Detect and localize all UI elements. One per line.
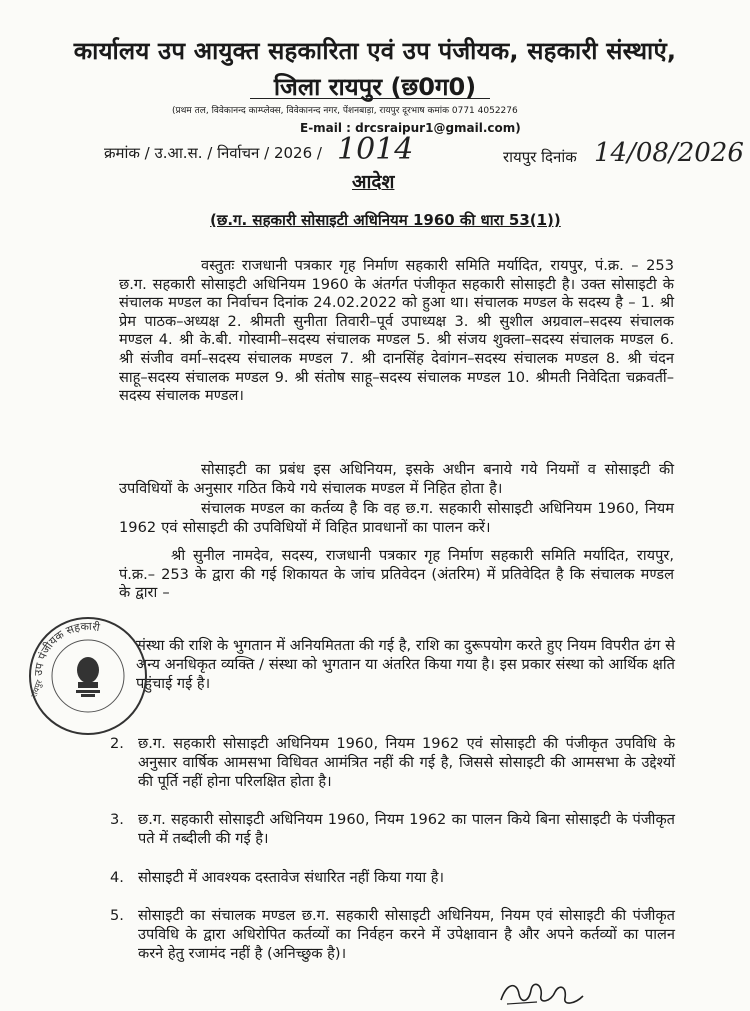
paragraph-3: संचालक मण्डल का कर्तव्य है कि वह छ.ग. सहकारी सोसाइटी अधिनियम 1960, नियम 1962 एवं सोसाइटी की उपविधियों में विहित प्रावधानों का पालन करें। [119,500,674,536]
date-value: 14/08/2026 [594,138,744,168]
office-title-line2: जिला रायपुर (छ0ग0) [273,73,477,101]
reference-label: क्रमांक / उ.आ.स. / निर्वाचन / 2026 / [104,144,322,162]
list-item [110,810,675,848]
list-item [110,906,675,963]
header-underline [250,98,490,99]
date-label: रायपुर दिनांक [503,148,577,166]
paragraph-2: सोसाइटी का प्रबंध इस अधिनियम, इसके अधीन बनाये गये नियमों व सोसाइटी की उपविधियों के अनुसार गठित किये गये संचालक मण्डल में निहित होता है। [119,461,674,497]
list-item-text: सोसाइटी का संचालक मण्डल छ.ग. सहकारी सोसाइटी अधिनियम, नियम एवं सोसाइटी की पंजीकृत उपविधि के द्वारा अधिरोपित कर्तव्यों का निर्वहन करने में उपेक्षावान है और अपने कर्तव्यों का पालन करने हेतु रजामंद नहीं है (अनिच्छुक है)। [138,907,675,962]
list-item-number: 4. [110,869,124,886]
office-address: (प्रथम तल, विवेकानन्द काम्प्लेक्स, विवेकानन्द नगर, पेंशनबाड़ा, रायपुर दूरभाष कमांक 0771 4052276 [172,106,518,116]
list-item [110,868,675,887]
list-item-number: 5. [110,907,124,924]
list-item-text: सोसाइटी में आवश्यक दस्तावेज संधारित नहीं किया गया है। [138,869,445,886]
list-item-text: छ.ग. सहकारी सोसाइटी अधिनियम 1960, नियम 1962 एवं सोसाइटी की पंजीकृत उपविधि के अनुसार वार्षिक आमसभा विधिवत आमंत्रित नहीं की गई है, जिससे सोसाइटी की आमसभा के उद्देश्यों की पूर्ति नहीं होना परिलक्षित होता है। [138,735,675,790]
list-item-text: संस्था की राशि के भुगतान में अनियमितता की गई है, राशि का दुरूपयोग करते हुए नियम विपरीत ढंग से अन्य अनधिकृत व्यक्ति / संस्था को भुगतान या अंतरित किया गया है। इस प्रकार संस्था को आर्थिक क्षति पहुंचाई गई है। [136,637,675,692]
list-item [110,734,675,791]
seal-outer-text: उप पंजीयक सहकारी [31,619,101,677]
list-item-text: छ.ग. सहकारी सोसाइटी अधिनियम 1960, नियम 1962 का पालन किये बिना सोसाइटी के पंजीकृत पते में तब्दीली की गई है। [138,811,675,847]
paragraph-4: श्री सुनील नामदेव, सदस्य, राजधानी पत्रकार गृह निर्माण सहकारी समिति मर्यादित, रायपुर, पं.क्र.– 253 के द्वारा की गई शिकायत के जांच प्रतिवेदन (अंतरिम) में प्रतिवेदित है कि संचालक मण्डल के द्वारा – [119,547,674,602]
office-seal [24,612,152,740]
list-item-number: 3. [110,811,124,828]
signature [497,978,587,1008]
order-title: आदेश [352,171,395,193]
office-title-line1: कार्यालय उप आयुक्त सहकारिता एवं उप पंजीयक, सहकारी संस्थाएं, [73,37,677,65]
emblem-icon [76,657,100,697]
reference-number: 1014 [337,132,414,167]
seal-side-text: रायपुर [29,678,44,699]
order-subject: (छ.ग. सहकारी सोसाइटी अधिनियम 1960 की धारा 53(1)) [210,211,561,229]
list-item-number: 2. [110,735,124,752]
office-email: E-mail : drcsraipur1@gmail.com) [300,121,521,135]
list-item [120,636,675,693]
paragraph-1: वस्तुतः राजधानी पत्रकार गृह निर्माण सहकारी समिति मर्यादित, रायपुर, पं.क्र. – 253 छ.ग. सहकारी सोसाइटी अधिनियम 1960 के अंतर्गत पंजीकृत सहकारी सोसाइटी है। उक्त सोसाइटी के संचालक मण्डल का निर्वाचन दिनांक 24.02.2022 को हुआ था। संचालक मण्डल के सदस्य है – 1. श्री प्रेम पाठक–अध्यक्ष 2. श्रीमती सुनीता तिवारी–पूर्व उपाध्यक्ष 3. श्री सुशील अग्रवाल–सदस्य संचालक मण्डल 4. श्री के.बी. गोस्वामी–सदस्य संचालक मण्डल 5. श्री संजय शुक्ला–सदस्य संचालक मण्डल 6. श्री संजीव वर्मा–सदस्य संचालक मण्डल 7. श्री दानसिंह देवांगन–सदस्य संचालक मण्डल 8. श्री चंदन साहू–सदस्य संचालक मण्डल 9. श्री संतोष साहू–सदस्य संचालक मण्डल 10. श्रीमती निवेदिता चक्रवर्ती–सदस्य संचालक मण्डल। [119,257,674,405]
